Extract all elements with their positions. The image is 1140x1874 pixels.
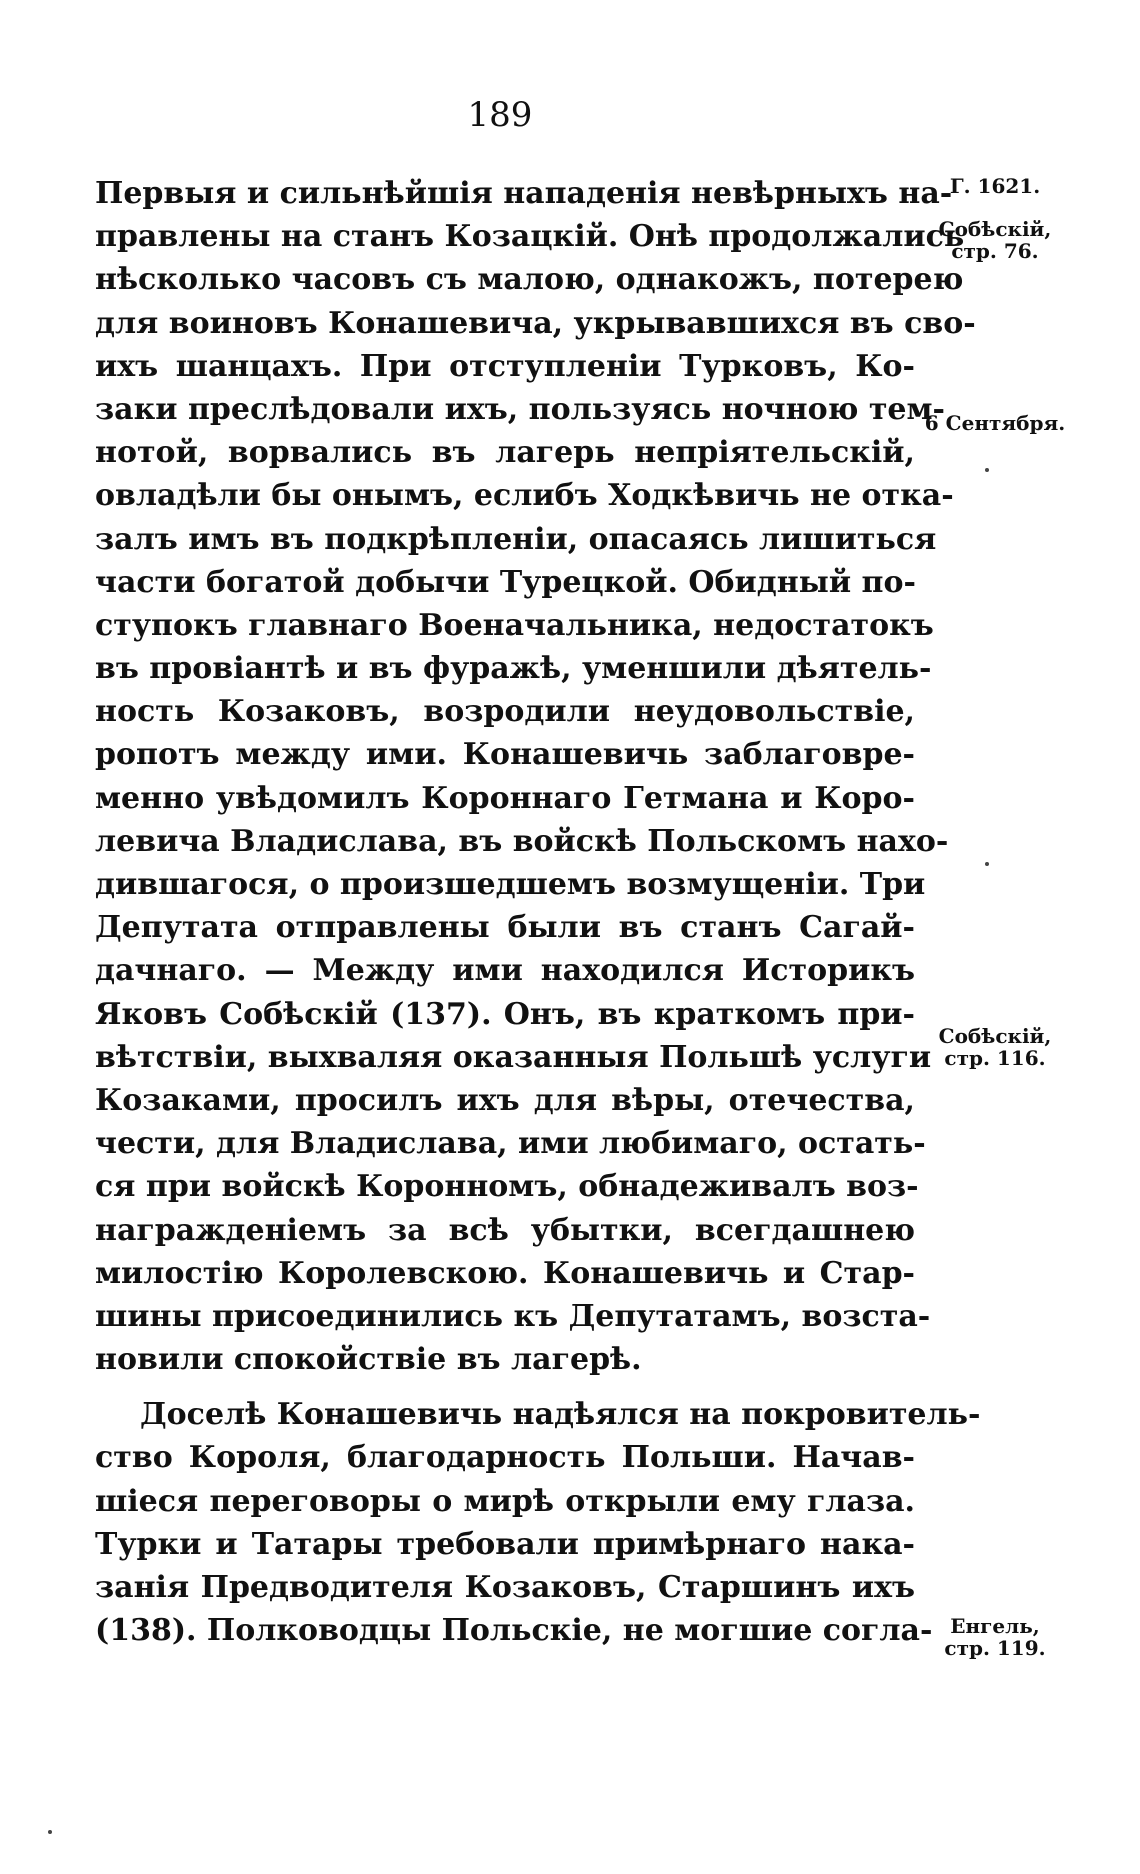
text-line: занія Предводителя Козаковъ, Старшинъ ихъ bbox=[95, 1570, 915, 1605]
text-line: вѣтствіи, выхваляя оказанныя Польшѣ услуги bbox=[95, 1039, 932, 1075]
marginal-date-text: 6 Сентября. bbox=[924, 411, 1066, 435]
text-line: шины присоединились къ Депутатамъ, возста- bbox=[95, 1298, 931, 1334]
page-number: 189 bbox=[467, 95, 533, 135]
ink-speck bbox=[985, 862, 989, 866]
text-line: нѣсколько часовъ съ малою, однакожъ, потерею bbox=[95, 262, 964, 298]
marginal-ref-1-author: Собѣскій, bbox=[938, 217, 1052, 241]
marginal-year-text: Г. 1621. bbox=[949, 174, 1041, 198]
paragraph-1 bbox=[95, 172, 976, 1381]
marginal-ref-3-page: стр. 119. bbox=[944, 1636, 1046, 1660]
text-line: правлены на станъ Козацкій. Онѣ продолжались bbox=[95, 219, 965, 255]
marginal-ref-2-page: стр. 116. bbox=[944, 1046, 1046, 1070]
text-line: въ провіантѣ и въ фуражѣ, уменшили дѣятель- bbox=[95, 651, 932, 687]
text-line: чести, для Владислава, ими любимаго, остать- bbox=[95, 1126, 926, 1162]
text-line: Козаками, просилъ ихъ для вѣры, отечества, bbox=[95, 1082, 915, 1118]
marginal-ref-2 bbox=[920, 1025, 1070, 1069]
marginal-ref-2-author: Собѣскій, bbox=[938, 1024, 1052, 1048]
marginal-ref-3 bbox=[920, 1615, 1070, 1659]
text-line: дившагося, о произшедшемъ возмущеніи. Три bbox=[95, 867, 926, 902]
marginal-ref-1 bbox=[920, 218, 1070, 262]
text-line: ступокъ главнаго Военачальника, недостатокъ bbox=[95, 607, 934, 643]
text-line: Яковъ Собѣскій (137). Онъ, въ краткомъ при- bbox=[95, 996, 915, 1032]
main-text bbox=[95, 172, 981, 1652]
text-line: заки преслѣдовали ихъ, пользуясь ночною тем- bbox=[95, 391, 946, 427]
text-line: ропотъ между ими. Конашевичь заблаговре- bbox=[95, 737, 915, 773]
marginal-ref-1-page: стр. 76. bbox=[951, 239, 1039, 263]
text-line: Депутата отправлены были въ станъ Сагай- bbox=[95, 910, 915, 946]
text-line: части богатой добычи Турецкой. Обидный по- bbox=[95, 564, 916, 600]
paragraph-gap bbox=[95, 1381, 915, 1393]
text-line: новили спокойствіе въ лагерѣ. bbox=[95, 1342, 642, 1378]
text-line: дачнаго. — Между ими находился Историкъ bbox=[95, 953, 915, 989]
text-line: ихъ шанцахъ. При отступленіи Турковъ, Ко- bbox=[95, 348, 915, 384]
text-line: ство Короля, благодарность Польши. Начав- bbox=[95, 1440, 915, 1476]
text-line: овладѣли бы онымъ, еслибъ Ходкѣвичь не отка- bbox=[95, 478, 954, 514]
ink-speck bbox=[985, 468, 989, 472]
text-line: Доселѣ Конашевичь надѣялся на покровитель- bbox=[140, 1397, 981, 1433]
text-line: (138). Полководцы Польскіе, не могшие согла- bbox=[95, 1613, 933, 1649]
text-line: ся при войскѣ Коронномъ, обнадеживалъ воз- bbox=[95, 1169, 919, 1205]
text-line: шіеся переговоры о мирѣ открыли ему глаза. bbox=[95, 1483, 915, 1519]
text-line: менно увѣдомилъ Короннаго Гетмана и Коро- bbox=[95, 780, 915, 816]
ink-speck bbox=[48, 1830, 52, 1834]
text-line: нотой, ворвались въ лагерь непріятельскій, bbox=[95, 435, 915, 471]
text-line: награжденіемъ за всѣ убытки, всегдашнею bbox=[95, 1212, 915, 1248]
text-line: левича Владислава, въ войскѣ Польскомъ нахо- bbox=[95, 823, 949, 859]
paragraph-2 bbox=[95, 1393, 981, 1652]
marginal-ref-3-author: Енгель, bbox=[950, 1614, 1040, 1638]
text-line: Первыя и сильнѣйшія нападенія невѣрныхъ на- bbox=[95, 176, 953, 211]
text-line: ность Козаковъ, возродили неудовольствіе, bbox=[95, 694, 915, 730]
text-line: залъ имъ въ подкрѣпленіи, опасаясь лишиться bbox=[95, 521, 937, 557]
marginal-date bbox=[910, 412, 1080, 434]
text-line: милостію Королевскою. Конашевичь и Стар- bbox=[95, 1255, 915, 1291]
text-line: для воиновъ Конашевича, укрывавшихся въ сво- bbox=[95, 305, 976, 341]
marginal-year bbox=[920, 175, 1070, 197]
text-line: Турки и Татары требовали примѣрнаго нака- bbox=[95, 1526, 915, 1562]
